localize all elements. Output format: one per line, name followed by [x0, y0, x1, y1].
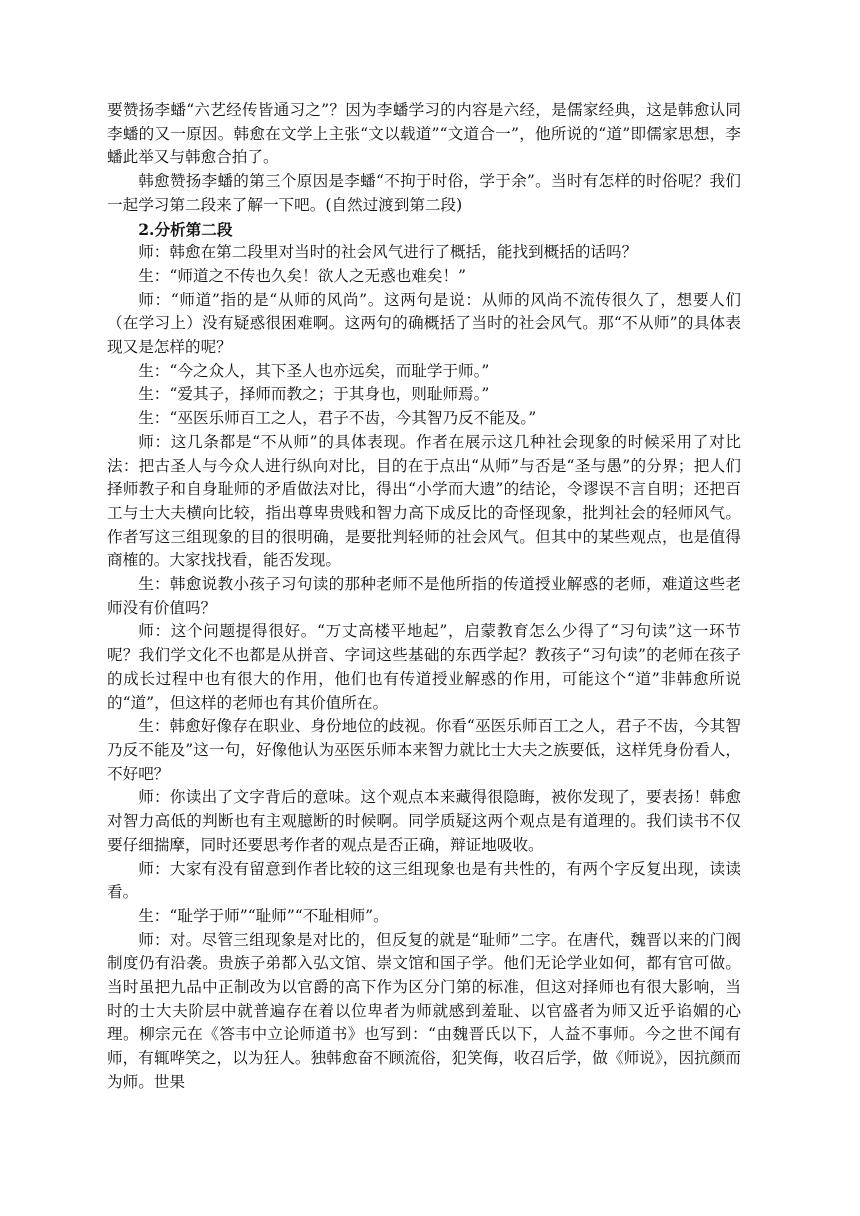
paragraph: 生：“师道之不传也久矣！欲人之无惑也难矣！”: [138, 266, 467, 285]
paragraph: 韩愈赞扬李蟠的第三个原因是李蟠“不拘于时俗，学于余”。当时有怎样的时俗呢？我们一起学习第二段来了解一下吧。(自然过渡到第二段): [107, 172, 741, 214]
paragraph: 生：“巫医乐师百工之人，君子不齿，今其智乃反不能及。”: [138, 409, 537, 428]
document-page: [107, 99, 741, 1095]
section-heading: 2.分析第二段: [138, 219, 233, 239]
paragraph: 生：韩愈好像存在职业、身份地位的歧视。你看“巫医乐师百工之人，君子不齿，今其智乃反不能及”这一句，好像他认为巫医乐师本来智力就比士大夫之族要低，这样凭身份看人，不好吧？: [107, 717, 741, 783]
paragraph: 生：“爱其子，择师而教之；于其身也，则耻师焉。”: [138, 385, 490, 404]
paragraph: 师：韩愈在第二段里对当时的社会风气进行了概括，能找到概括的话吗？: [138, 243, 638, 262]
paragraph: 师：这几条都是“不从师”的具体表现。作者在展示这几种社会现象的时候采用了对比法：把古圣人与今众人进行纵向对比，目的在于点出“从师”与否是“圣与愚”的分界；把人们择师教子和自身耻师的矛盾做法对比，得出“小学而大遗”的结论，令谬误不言自明；还把百工与士大夫横向比较，指出尊卑贵贱和智力高下成反比的奇怪现象，批判社会的轻师风气。作者写这三组现象的目的很明确，是要批判轻师的社会风气。但其中的某些观点，也是值得商榷的。大家找找看，能否发现。: [107, 432, 741, 570]
paragraph: 生：“今之众人，其下圣人也亦远矣，而耻学于师。”: [138, 361, 490, 380]
paragraph: 师：大家有没有留意到作者比较的这三组现象也是有共性的，有两个字反复出现，读读看。: [107, 859, 741, 902]
paragraph: 师：“师道”指的是“从师的风尚”。这两句是说：从师的风尚不流传很久了，想要人们（在学习上）没有疑惑很困难啊。这两句的确概括了当时的社会风气。那“不从师”的具体表现又是怎样的呢？: [107, 290, 741, 357]
paragraph: 生：“耻学于师”“耻师”“不耻相师”。: [138, 906, 389, 925]
paragraph: 生：韩愈说教小孩子习句读的那种老师不是他所指的传道授业解惑的老师，难道这些老师没有价值吗？: [107, 575, 741, 617]
paragraph: 师：你读出了文字背后的意味。这个观点本来藏得很隐晦，被你发现了，要表扬！韩愈对智力高低的判断也有主观臆断的时候啊。同学质疑这两个观点是有道理的。我们读书不仅要仔细揣摩，同时还要思考作者的观点是否正确，辩证地吸收。: [107, 788, 741, 854]
paragraph: 师：这个问题提得很好。“万丈高楼平地起”，启蒙教育怎么少得了“习句读”这一环节呢？我们学文化不也都是从拼音、字词这些基础的东西学起？教孩子“习句读”的老师在孩子的成长过程中也有很大的作用，他们也有传道授业解惑的作用，可能这个“道”非韩愈所说的“道”，但这样的老师也有其价值所在。: [107, 622, 741, 712]
paragraph: 师：对。尽管三组现象是对比的，但反复的就是“耻师”二字。在唐代，魏晋以来的门阀制度仍有沿袭。贵族子弟都入弘文馆、崇文馆和国子学。他们无论学业如何，都有官可做。当时虽把九品中正制改为以官爵的高下作为区分门第的标准，但这对择师也有很大影响，当时的士大夫阶层中就普遍存在着以位卑者为师就感到羞耻、以官盛者为师又近乎谄媚的心理。柳宗元在《答韦中立论师道书》也写到：“由魏晋氏以下，人益不事师。今之世不闻有师，有辄哗笑之，以为狂人。独韩愈奋不顾流俗，犯笑侮，收召后学，做《师说》，因抗颜而为师。世果: [107, 930, 741, 1091]
paragraph: 要赞扬李蟠“六艺经传皆通习之”？因为李蟠学习的内容是六经，是儒家经典，这是韩愈认同李蟠的又一原因。韩愈在文学上主张“文以载道”“文道合一”，他所说的“道”即儒家思想，李蟠此举又与韩愈合拍了。: [107, 101, 741, 167]
